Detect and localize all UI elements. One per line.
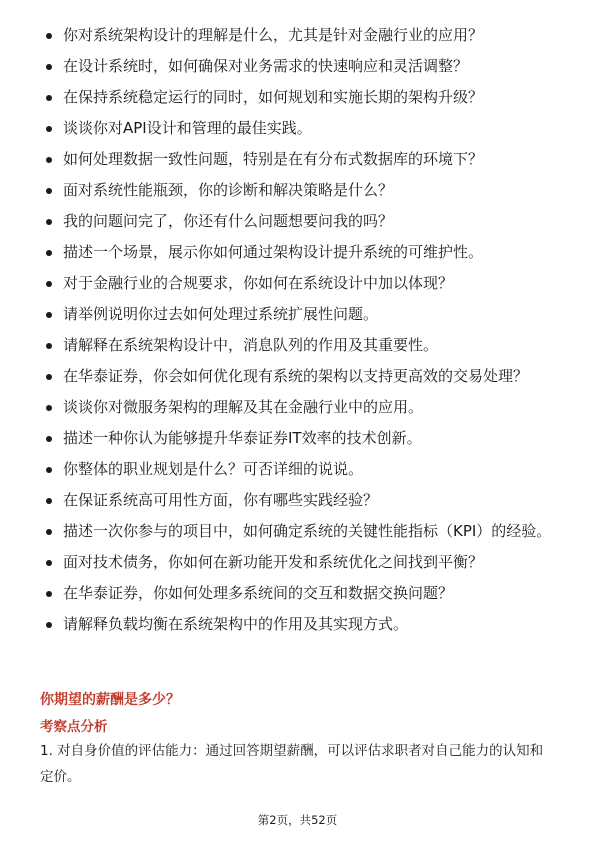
question-text: 面对系统性能瓶颈，你的诊断和解决策略是什么？ [63,181,394,199]
list-item [40,55,560,78]
list-item [40,582,560,605]
list-item [40,210,560,233]
question-text: 请解释在系统架构设计中，消息队列的作用及其重要性。 [63,336,439,354]
bullet-icon [46,64,52,70]
page-number: 第2页，共52页 [257,813,338,827]
analysis-paragraph: 1. 对自身价值的评估能力：通过回答期望薪酬，可以评估求职者对自己能力的认知和定价。 [40,743,544,785]
bullet-icon [46,405,52,411]
question-text: 在设计系统时，如何确保对业务需求的快速响应和灵活调整？ [63,57,469,75]
list-item [40,458,560,481]
bullet-icon [46,157,52,163]
section-heading: 你期望的薪酬是多少？ [40,692,180,708]
list-item [40,148,560,171]
question-text: 面对技术债务，你如何在新功能开发和系统优化之间找到平衡？ [63,553,484,571]
list-item [40,303,560,326]
question-text: 对于金融行业的合规要求，你如何在系统设计中加以体现？ [63,274,454,292]
question-text: 谈谈你对微服务架构的理解及其在金融行业中的应用。 [63,398,424,416]
bullet-icon [46,467,52,473]
list-item [40,396,560,419]
bullet-icon [46,281,52,287]
list-item [40,241,560,264]
question-text: 我的问题问完了，你还有什么问题想要问我的吗？ [63,212,394,230]
list-item [40,520,560,543]
question-text: 谈谈你对API设计和管理的最佳实践。 [63,119,312,137]
list-item [40,24,560,47]
question-text: 在华泰证券，你如何处理多系统间的交互和数据交换问题？ [63,584,454,602]
list-item [40,179,560,202]
question-list [40,24,560,644]
question-text: 描述一次你参与的项目中，如何确定系统的关键性能指标（KPI）的经验。 [63,522,552,540]
question-text: 你对系统架构设计的理解是什么，尤其是针对金融行业的应用？ [63,26,484,44]
bullet-icon [46,529,52,535]
list-item [40,117,560,140]
bullet-icon [46,374,52,380]
question-text: 在华泰证券，你会如何优化现有系统的架构以支持更高效的交易处理？ [63,367,529,385]
list-item [40,427,560,450]
bullet-icon [46,250,52,256]
bullet-icon [46,126,52,132]
question-text: 如何处理数据一致性问题，特别是在有分布式数据库的环境下？ [63,150,484,168]
question-text: 在保持系统稳定运行的同时，如何规划和实施长期的架构升级？ [63,88,484,106]
list-item [40,334,560,357]
section-subheading: 考察点分析 [40,719,108,735]
bullet-icon [46,95,52,101]
list-item [40,86,560,109]
bullet-icon [46,498,52,504]
bullet-icon [46,33,52,39]
question-text: 请举例说明你过去如何处理过系统扩展性问题。 [63,305,379,323]
question-text: 请解释负载均衡在系统架构中的作用及其实现方式。 [63,615,409,633]
question-text: 你整体的职业规划是什么？可否详细的说说。 [63,460,364,478]
bullet-icon [46,188,52,194]
list-item [40,272,560,295]
list-item [40,489,560,512]
bullet-icon [46,560,52,566]
bullet-icon [46,219,52,225]
bullet-icon [46,436,52,442]
bullet-icon [46,312,52,318]
list-item [40,613,560,636]
question-text: 描述一个场景，展示你如何通过架构设计提升系统的可维护性。 [63,243,484,261]
bullet-icon [46,591,52,597]
bullet-icon [46,343,52,349]
question-text: 在保证系统高可用性方面，你有哪些实践经验？ [63,491,379,509]
question-text: 描述一种你认为能够提升华泰证券IT效率的技术创新。 [63,429,422,447]
list-item [40,365,560,388]
bullet-icon [46,622,52,628]
list-item [40,551,560,574]
